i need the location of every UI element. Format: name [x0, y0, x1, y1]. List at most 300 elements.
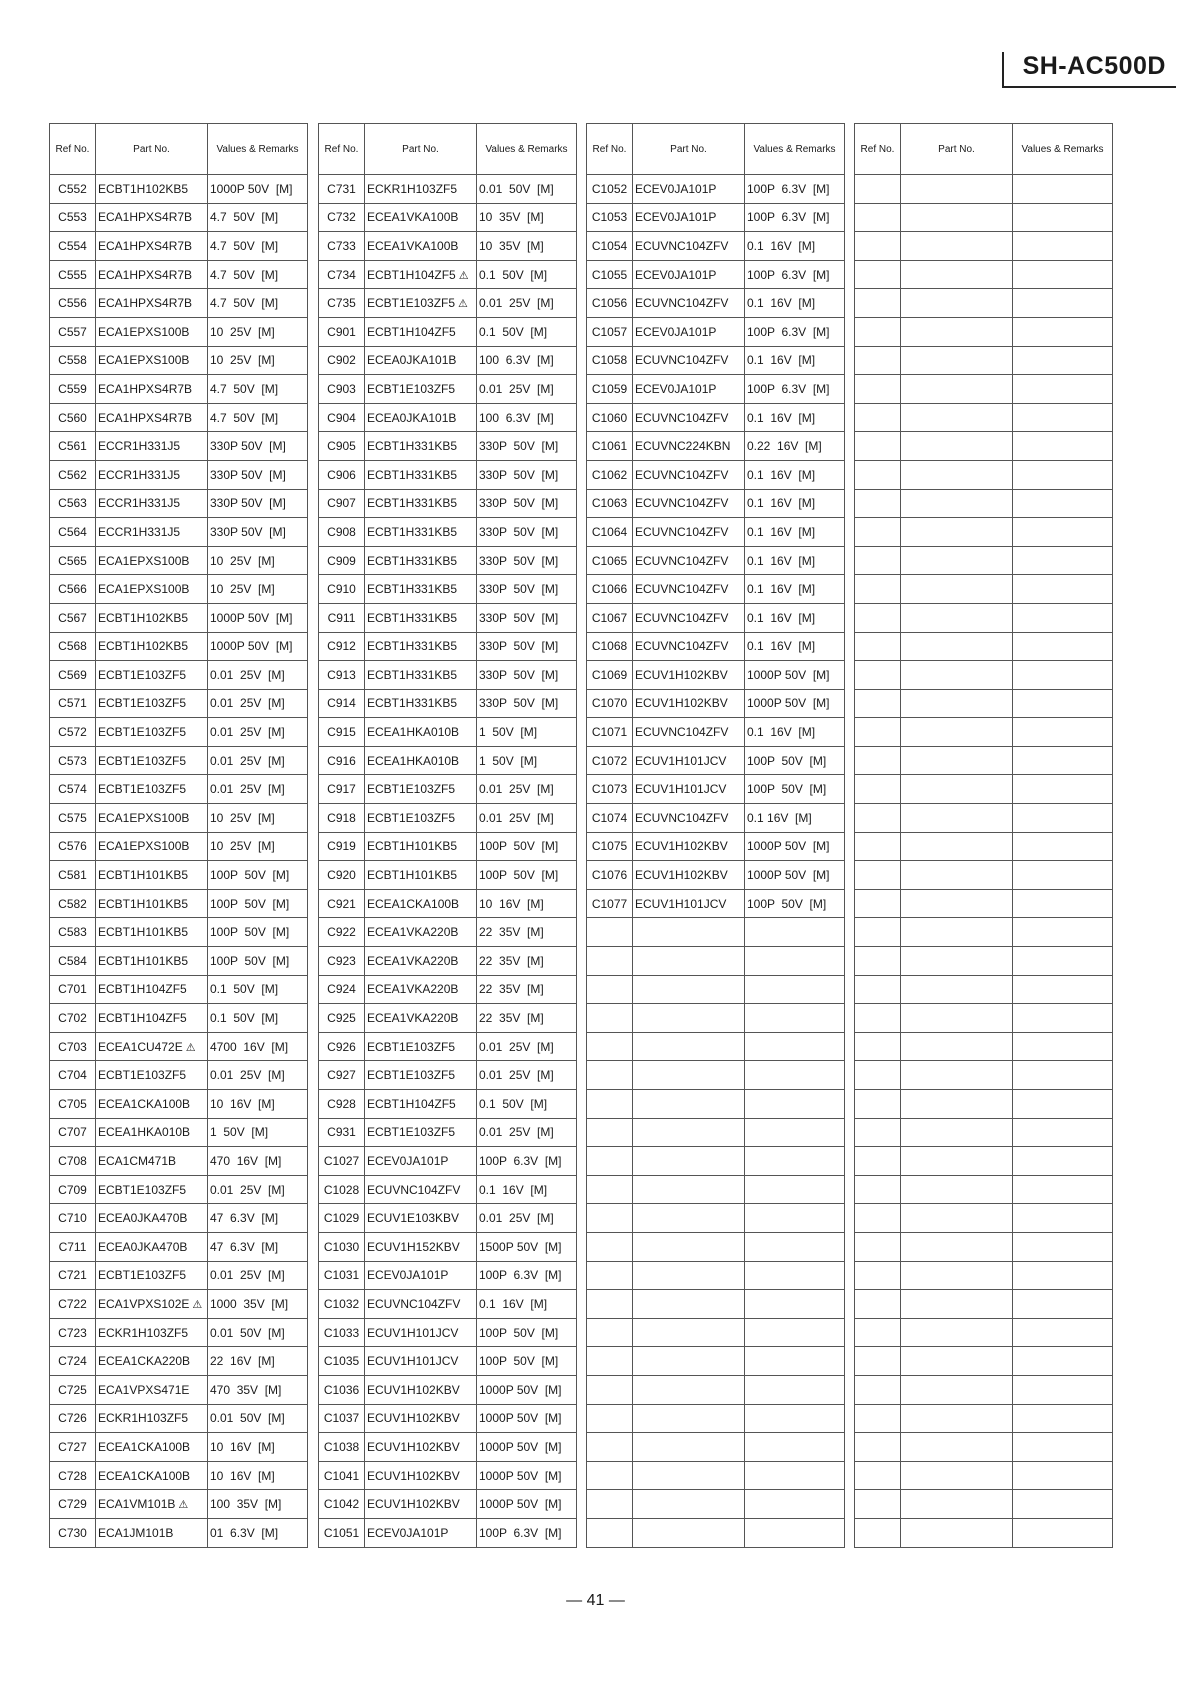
table-row — [855, 975, 1113, 1004]
values-cell: 100P 50V [M] — [477, 1347, 577, 1376]
table-row — [50, 1175, 308, 1204]
values-cell: 100P 50V [M] — [208, 861, 308, 890]
table-row — [50, 775, 308, 804]
ref-no-cell — [587, 1461, 633, 1490]
part-no-cell — [901, 1461, 1013, 1490]
part-no-cell — [633, 947, 745, 976]
part-no-cell — [365, 1061, 477, 1090]
part-no-cell — [96, 203, 208, 232]
values-cell: 10 35V [M] — [477, 232, 577, 261]
table-row — [319, 832, 577, 861]
values-cell — [1013, 632, 1113, 661]
part-number: ECKR1H103ZF5 — [367, 181, 458, 196]
values-cell: 330P 50V [M] — [477, 689, 577, 718]
ref-no-cell — [855, 260, 901, 289]
ref-no-cell — [855, 1347, 901, 1376]
part-no-cell — [96, 1147, 208, 1176]
ref-no-cell: C1051 — [319, 1518, 365, 1547]
part-number: ECUVNC104ZFV — [635, 238, 729, 253]
ref-no-cell: C556 — [50, 289, 96, 318]
table-row — [50, 1061, 308, 1090]
part-number: ECUV1H101JCV — [367, 1325, 459, 1340]
part-no-cell — [365, 1261, 477, 1290]
values-cell: 100P 50V [M] — [745, 775, 845, 804]
part-no-cell — [901, 1204, 1013, 1233]
ref-no-cell: C583 — [50, 918, 96, 947]
part-number: ECA1EPXS100B — [98, 810, 190, 825]
ref-no-cell — [587, 947, 633, 976]
ref-no-cell: C555 — [50, 260, 96, 289]
values-cell — [1013, 403, 1113, 432]
table-row — [50, 1147, 308, 1176]
ref-no-cell — [587, 1375, 633, 1404]
ref-no-cell: C1053 — [587, 203, 633, 232]
part-number: ECEA1VKA220B — [367, 953, 459, 968]
values-cell — [745, 1147, 845, 1176]
table-row — [855, 661, 1113, 690]
ref-no-cell — [587, 1004, 633, 1033]
table-row — [319, 1232, 577, 1261]
ref-no-cell: C1069 — [587, 661, 633, 690]
values-cell — [1013, 718, 1113, 747]
ref-no-cell: C914 — [319, 689, 365, 718]
part-no-cell — [365, 775, 477, 804]
part-no-cell — [365, 1232, 477, 1261]
values-cell: 4.7 50V [M] — [208, 232, 308, 261]
part-number: ECBT1E103ZF5 — [367, 1125, 456, 1140]
part-number: ECBT1H101KB5 — [98, 896, 189, 911]
values-cell: 0.01 25V [M] — [208, 661, 308, 690]
parts-table-1 — [49, 123, 308, 1548]
part-no-cell — [96, 861, 208, 890]
part-no-cell — [901, 1232, 1013, 1261]
part-number: ECKR1H103ZF5 — [98, 1325, 189, 1340]
part-number: ECUVNC104ZFV — [635, 810, 729, 825]
ref-no-cell — [855, 861, 901, 890]
ref-no-cell — [855, 232, 901, 261]
values-cell: 0.01 25V [M] — [208, 689, 308, 718]
values-cell — [745, 1061, 845, 1090]
part-no-cell — [901, 546, 1013, 575]
ref-no-cell: C725 — [50, 1375, 96, 1404]
part-no-cell — [96, 1347, 208, 1376]
part-no-cell — [633, 1261, 745, 1290]
part-no-cell — [365, 1147, 477, 1176]
table-row — [50, 975, 308, 1004]
ref-no-cell: C572 — [50, 718, 96, 747]
values-cell — [1013, 1347, 1113, 1376]
table-row — [319, 1290, 577, 1319]
part-number: ECEA0JKA101B — [367, 353, 457, 368]
ref-no-cell: C1066 — [587, 575, 633, 604]
table-row — [587, 575, 845, 604]
part-no-cell — [96, 775, 208, 804]
values-cell: 1000P 50V [M] — [208, 175, 308, 204]
part-no-cell — [96, 1204, 208, 1233]
values-cell: 4.7 50V [M] — [208, 289, 308, 318]
part-no-cell — [96, 317, 208, 346]
part-number: ECUVNC104ZFV — [635, 467, 729, 482]
part-no-cell — [365, 1004, 477, 1033]
ref-no-cell — [587, 1204, 633, 1233]
part-number: ECBT1H331KB5 — [367, 439, 458, 454]
ref-no-cell — [855, 432, 901, 461]
part-no-cell — [633, 1175, 745, 1204]
values-cell: 0.1 50V [M] — [477, 260, 577, 289]
ref-no-cell — [855, 1290, 901, 1319]
values-cell: 10 25V [M] — [208, 832, 308, 861]
part-no-cell — [96, 460, 208, 489]
part-no-cell — [96, 1461, 208, 1490]
values-cell: 1000P 50V [M] — [477, 1461, 577, 1490]
part-number: ECBT1E103ZF5 — [98, 1268, 187, 1283]
values-cell: 330P 50V [M] — [208, 460, 308, 489]
ref-no-cell: C704 — [50, 1061, 96, 1090]
values-cell: 0.1 16V [M] — [477, 1175, 577, 1204]
values-cell: 0.1 16V [M] — [745, 804, 845, 833]
part-no-cell — [96, 746, 208, 775]
ref-no-cell: C928 — [319, 1090, 365, 1119]
table-row — [50, 260, 308, 289]
values-cell: 0.01 25V [M] — [477, 289, 577, 318]
part-number: ECA1HPXS4R7B — [98, 296, 193, 311]
ref-no-cell — [855, 661, 901, 690]
ref-no-cell: C710 — [50, 1204, 96, 1233]
part-no-cell — [901, 317, 1013, 346]
part-number: ECBT1H331KB5 — [367, 467, 458, 482]
table-row — [319, 804, 577, 833]
table-row — [855, 804, 1113, 833]
part-number: ECUVNC104ZFV — [367, 1182, 461, 1197]
part-no-cell — [96, 346, 208, 375]
ref-no-cell: C1068 — [587, 632, 633, 661]
part-no-cell — [633, 175, 745, 204]
model-name: SH-AC500D — [1022, 52, 1166, 80]
part-number: ECBT1H331KB5 — [367, 610, 458, 625]
ref-no-cell: C560 — [50, 403, 96, 432]
part-number: ECEA1CKA100B — [98, 1096, 191, 1111]
table-row — [855, 1490, 1113, 1519]
ref-no-cell: C913 — [319, 661, 365, 690]
table-row — [587, 489, 845, 518]
part-no-cell — [365, 975, 477, 1004]
part-no-cell — [633, 489, 745, 518]
part-number: ECBT1H101KB5 — [98, 953, 189, 968]
values-cell: 330P 50V [M] — [477, 518, 577, 547]
ref-no-cell — [855, 460, 901, 489]
part-no-cell — [365, 317, 477, 346]
table-row — [587, 518, 845, 547]
values-cell — [745, 1318, 845, 1347]
part-number: ECA1JM101B — [98, 1525, 174, 1540]
table-row — [587, 232, 845, 261]
part-number: ECA1HPXS4R7B — [98, 267, 193, 282]
table-row — [587, 1290, 845, 1319]
table-row — [855, 1004, 1113, 1033]
values-cell — [745, 1204, 845, 1233]
part-no-cell — [901, 975, 1013, 1004]
parts-table-2 — [318, 123, 577, 1548]
table-row — [319, 661, 577, 690]
table-row — [319, 260, 577, 289]
part-no-cell — [96, 1404, 208, 1433]
part-no-cell — [901, 1090, 1013, 1119]
part-no-cell — [96, 661, 208, 690]
values-cell: 100P 6.3V [M] — [745, 203, 845, 232]
ref-no-cell: C1073 — [587, 775, 633, 804]
part-number: ECEA0JKA470B — [98, 1239, 188, 1254]
values-cell — [745, 1290, 845, 1319]
ref-no-cell — [855, 832, 901, 861]
values-cell: 1000P 50V [M] — [208, 603, 308, 632]
ref-no-cell: C1063 — [587, 489, 633, 518]
ref-no-cell: C1042 — [319, 1490, 365, 1519]
table-row — [855, 718, 1113, 747]
table-row — [587, 1347, 845, 1376]
table-row — [50, 1232, 308, 1261]
values-cell: 100P 50V [M] — [477, 861, 577, 890]
part-no-cell — [365, 661, 477, 690]
part-no-cell — [365, 1490, 477, 1519]
table-row — [855, 775, 1113, 804]
table-row — [587, 175, 845, 204]
part-no-cell — [633, 1518, 745, 1547]
ref-no-cell — [587, 1118, 633, 1147]
table-row — [50, 317, 308, 346]
part-no-cell — [633, 689, 745, 718]
part-number: ECUV1H101JCV — [367, 1354, 459, 1369]
part-number: ECBT1E103ZF5 — [367, 810, 456, 825]
values-remarks-header: Values & Remarks — [208, 124, 308, 175]
values-cell — [1013, 1518, 1113, 1547]
ref-no-cell — [855, 603, 901, 632]
table-row — [587, 1261, 845, 1290]
values-cell — [1013, 546, 1113, 575]
part-no-cell — [633, 1061, 745, 1090]
table-row — [587, 375, 845, 404]
table-row — [587, 1232, 845, 1261]
ref-no-cell: C727 — [50, 1433, 96, 1462]
ref-no-cell — [855, 1375, 901, 1404]
table-row — [50, 375, 308, 404]
ref-no-cell: C568 — [50, 632, 96, 661]
part-no-cell — [365, 1347, 477, 1376]
ref-no-cell: C584 — [50, 947, 96, 976]
ref-no-cell: C1037 — [319, 1404, 365, 1433]
table-row — [855, 203, 1113, 232]
part-no-cell — [96, 1261, 208, 1290]
ref-no-cell: C1030 — [319, 1232, 365, 1261]
ref-no-cell — [855, 718, 901, 747]
ref-no-cell: C562 — [50, 460, 96, 489]
part-no-cell — [901, 375, 1013, 404]
values-cell: 22 16V [M] — [208, 1347, 308, 1376]
values-cell: 22 35V [M] — [477, 975, 577, 1004]
ref-no-cell: C558 — [50, 346, 96, 375]
part-number: ECBT1H104ZF5 — [367, 267, 456, 282]
part-no-cell — [901, 1032, 1013, 1061]
part-no-cell — [365, 175, 477, 204]
part-number: ECBT1E103ZF5 — [98, 1068, 187, 1083]
ref-no-cell — [587, 1032, 633, 1061]
part-no-cell — [633, 603, 745, 632]
part-no-cell — [633, 289, 745, 318]
part-no-cell — [96, 1061, 208, 1090]
values-cell — [1013, 1032, 1113, 1061]
part-no-cell — [901, 1118, 1013, 1147]
values-cell — [1013, 689, 1113, 718]
table-row — [50, 832, 308, 861]
ref-no-cell: C927 — [319, 1061, 365, 1090]
ref-no-cell: C918 — [319, 804, 365, 833]
part-number: ECEA1CKA100B — [367, 896, 460, 911]
ref-no-cell — [855, 1490, 901, 1519]
part-no-cell — [901, 947, 1013, 976]
part-no-cell — [365, 403, 477, 432]
ref-no-cell: C722 — [50, 1290, 96, 1319]
table-row — [855, 232, 1113, 261]
ref-no-header: Ref No. — [855, 124, 901, 175]
table-row — [855, 1090, 1113, 1119]
values-cell — [1013, 1061, 1113, 1090]
part-no-cell — [633, 203, 745, 232]
part-no-cell — [633, 718, 745, 747]
ref-no-cell: C709 — [50, 1175, 96, 1204]
part-no-cell — [96, 489, 208, 518]
part-no-cell — [633, 346, 745, 375]
table-row — [587, 546, 845, 575]
part-number: ECBT1H331KB5 — [367, 553, 458, 568]
values-cell — [745, 1461, 845, 1490]
values-cell: 0.1 16V [M] — [745, 632, 845, 661]
ref-no-cell — [587, 1290, 633, 1319]
table-row — [587, 1490, 845, 1519]
ref-no-cell: C731 — [319, 175, 365, 204]
values-cell: 330P 50V [M] — [477, 632, 577, 661]
table-row — [587, 775, 845, 804]
table-row — [855, 746, 1113, 775]
ref-no-cell: C921 — [319, 889, 365, 918]
part-no-cell — [365, 1175, 477, 1204]
table-row — [319, 346, 577, 375]
ref-no-cell: C563 — [50, 489, 96, 518]
table-row — [50, 1290, 308, 1319]
table-row — [587, 260, 845, 289]
values-cell: 470 16V [M] — [208, 1147, 308, 1176]
values-cell: 330P 50V [M] — [477, 460, 577, 489]
part-no-cell — [633, 518, 745, 547]
table-row — [319, 1318, 577, 1347]
ref-no-cell: C1062 — [587, 460, 633, 489]
part-no-cell — [96, 375, 208, 404]
values-cell — [745, 1090, 845, 1119]
part-no-cell — [901, 575, 1013, 604]
part-number: ECBT1E103ZF5 — [367, 296, 456, 311]
part-no-cell — [901, 775, 1013, 804]
page-number: — 41 — — [566, 1592, 625, 1609]
table-row — [855, 346, 1113, 375]
part-number: ECEA1VKA220B — [367, 1011, 459, 1026]
values-cell — [1013, 1290, 1113, 1319]
ref-no-cell: C559 — [50, 375, 96, 404]
values-cell: 100 6.3V [M] — [477, 403, 577, 432]
table-row — [319, 1518, 577, 1547]
table-row — [50, 1375, 308, 1404]
table-row — [855, 861, 1113, 890]
part-no-cell — [633, 1433, 745, 1462]
table-row — [319, 918, 577, 947]
part-no-cell — [96, 975, 208, 1004]
part-no-cell — [633, 832, 745, 861]
table-row — [50, 1433, 308, 1462]
ref-no-cell — [855, 1318, 901, 1347]
part-no-cell — [365, 1318, 477, 1347]
ref-no-cell: C711 — [50, 1232, 96, 1261]
ref-no-cell: C1067 — [587, 603, 633, 632]
part-number: ECBT1H101KB5 — [367, 839, 458, 854]
ref-no-cell: C701 — [50, 975, 96, 1004]
table-header-row — [319, 124, 577, 175]
values-cell: 100 6.3V [M] — [477, 346, 577, 375]
values-cell: 330P 50V [M] — [208, 432, 308, 461]
ref-no-cell: C729 — [50, 1490, 96, 1519]
ref-no-cell: C724 — [50, 1347, 96, 1376]
part-number: ECUV1E103KBV — [367, 1211, 460, 1226]
ref-no-cell: C905 — [319, 432, 365, 461]
ref-no-cell: C730 — [50, 1518, 96, 1547]
part-number: ECEV0JA101P — [635, 381, 717, 396]
values-cell: 0.1 16V [M] — [745, 289, 845, 318]
ref-no-cell — [855, 1404, 901, 1433]
part-no-cell — [365, 804, 477, 833]
part-no-cell — [365, 546, 477, 575]
ref-no-cell — [855, 175, 901, 204]
table-row — [50, 518, 308, 547]
table-row — [50, 1004, 308, 1033]
part-no-cell — [365, 1518, 477, 1547]
table-row — [50, 632, 308, 661]
ref-no-cell: C1065 — [587, 546, 633, 575]
values-cell: 0.01 25V [M] — [477, 775, 577, 804]
table-row — [587, 1090, 845, 1119]
values-cell — [1013, 603, 1113, 632]
values-cell: 10 16V [M] — [208, 1461, 308, 1490]
values-cell — [1013, 1433, 1113, 1462]
part-number: ECBT1E103ZF5 — [98, 667, 187, 682]
values-cell: 100P 50V [M] — [208, 889, 308, 918]
part-number: ECUV1H101JCV — [635, 782, 727, 797]
table-row — [855, 1518, 1113, 1547]
part-no-cell — [901, 232, 1013, 261]
values-cell: 1000P 50V [M] — [477, 1490, 577, 1519]
part-no-cell — [901, 661, 1013, 690]
part-no-cell — [633, 317, 745, 346]
ref-no-cell — [587, 1518, 633, 1547]
part-no-cell — [633, 432, 745, 461]
values-cell — [1013, 1090, 1113, 1119]
values-cell: 1000 35V [M] — [208, 1290, 308, 1319]
ref-no-cell — [855, 746, 901, 775]
part-no-cell — [365, 718, 477, 747]
values-cell: 10 35V [M] — [477, 203, 577, 232]
ref-no-cell: C931 — [319, 1118, 365, 1147]
part-number: ECCR1H331J5 — [98, 524, 181, 539]
table-row — [50, 346, 308, 375]
part-no-cell — [96, 1032, 208, 1061]
values-cell — [1013, 232, 1113, 261]
values-cell: 1000P 50V [M] — [477, 1375, 577, 1404]
part-number: ECBT1H102KB5 — [98, 639, 189, 654]
